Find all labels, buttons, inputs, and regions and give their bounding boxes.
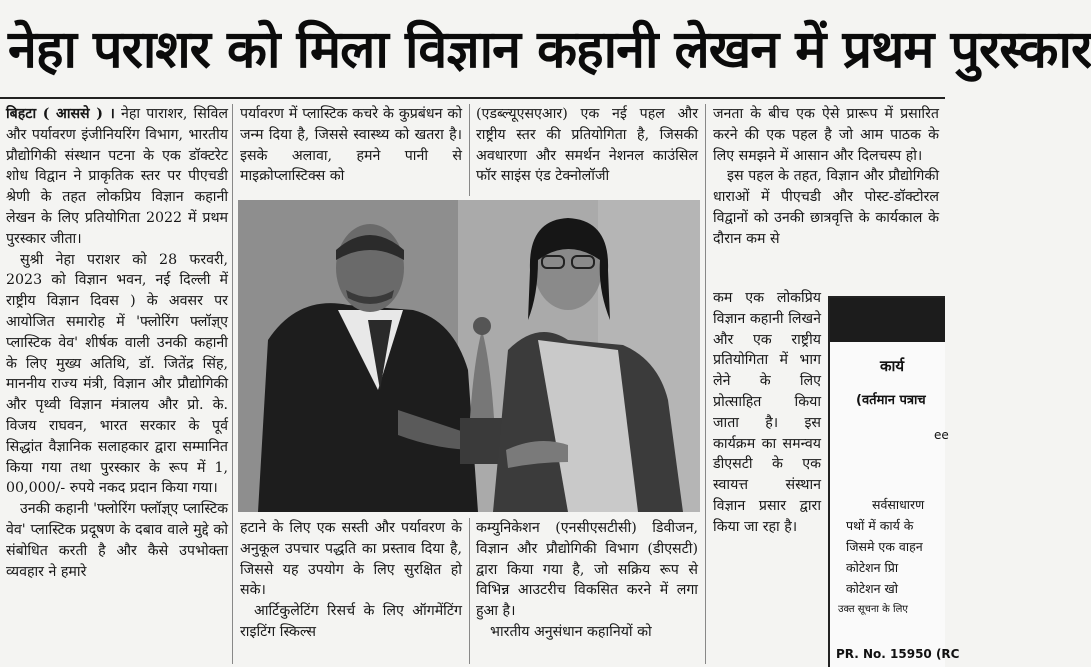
article-column-4-top: [713, 104, 939, 288]
column-divider: [232, 104, 233, 664]
ad-header-bar: [830, 298, 945, 342]
column-divider: [705, 104, 706, 664]
article-column-3-top: [476, 104, 698, 196]
article-paragraph: कम एक लोकप्रिय विज्ञान कहानी लिखने और एक राष्ट्रीय प्रतियोगिता में भाग लेने के लिए प्रोत्साहित किया जाता है। इस कार्यक्रम का समन्वय डीएसटी के एक स्वायत्त संस्थान विज्ञान प्रसार द्वारा किया जा रहा है।: [713, 290, 821, 535]
ad-note: उक्त सूचना के लिए: [838, 604, 908, 615]
article-paragraph: आर्टिकुलेटिंग रिसर्च के लिए ऑगमेंटिंग राइटिंग स्किल्स: [240, 603, 462, 640]
article-paragraph: हटाने के लिए एक सस्ती और पर्यावरण के अनुकूल उपचार पद्धति का प्रस्ताव दिया है, जिससे यह उपयोग के लिए सुरक्षित हो सके।: [240, 520, 462, 599]
dateline: बिहटा ( आससे ) ।: [6, 106, 115, 122]
headline: नेहा पराशर को मिला विज्ञान कहानी लेखन में प्रथम पुरस्कार: [8, 20, 1091, 80]
article-paragraph: उनकी कहानी 'फ्लोरिंग फ्लॉज्ञ्ए प्लास्टिक वेव' प्लास्टिक प्रदूषण के दबाव वाले मुद्दे को संबोधित करती है और कैसे उपभोक्ता व्यवहार ने हमारे: [6, 501, 228, 580]
article-paragraph: इस पहल के तहत, विज्ञान और प्रौद्योगिकी धाराओं में पीएचडी और पोस्ट-डॉक्टोरल विद्वानों को उनकी छात्रवृत्ति के कार्यकाल के दौरान कम से: [713, 168, 939, 247]
article-paragraph: बिहटा ( आससे ) । नेहा पाराशर, सिविल और पर्यावरण इंजीनियरिंग विभाग, भारतीय प्रौद्योगिकी संस्थान पटना के एक डॉक्टरेट शोध विद्वान ने प्राकृतिक स्तर पर पीएचडी श्रेणी के तहत लोकप्रिय विज्ञान कहानी लेखन के लिए प्रतियोगिता 2022 में प्रथम पुरस्कार जीता।: [6, 106, 228, 247]
article-paragraph: सुश्री नेहा पराशर को 28 फरवरी, 2023 को विज्ञान भवन, नई दिल्ली में राष्ट्रीय विज्ञान दिवस ) के अवसर पर आयोजित समारोह में 'फ्लोरिंग फ्लॉज्ञ्ए प्लास्टिक वेव' शीर्षक वाली उनकी कहानी के लिए मुख्य अतिथि, डॉ. जितेंद्र सिंह, माननीय राज्य मंत्री, विज्ञान और प्रौद्योगिकी और पृथ्वी विज्ञान मंत्रालय और प्रो. के. विजय राघवन, भारत सरकार के पूर्व सिद्धांत वैज्ञानिक सलाहकार द्वारा सम्मानित किया गया तथा पुरस्कार के रूप में 1, 00,000/- रुपये नकद प्रदान किया गया।: [6, 251, 228, 497]
article-paragraph: (एडब्ल्यूएसएआर) एक नई पहल और राष्ट्रीय स्तर की प्रतियोगिता है, जिसकी अवधारणा और समर्थन नेशनल काउंसिल फॉर साइंस एंड टेक्नोलॉजी: [476, 106, 698, 185]
ad-line: कोटेशन प्राि: [846, 560, 899, 575]
ad-line: कोटेशन खो: [846, 581, 899, 596]
ad-title: कार्य: [880, 357, 905, 375]
column-divider: [469, 104, 470, 196]
article-column-1: [6, 104, 228, 664]
article-paragraph: पर्यावरण में प्लास्टिक कचरे के कुप्रबंधन को जन्म दिया है, जिससे स्वास्थ्य को खतरा है। इसके अलावा, हमने पानी से माइक्रोप्लास्टिक्स को: [240, 106, 462, 185]
ad-code: ee: [934, 428, 949, 442]
article-paragraph: भारतीय अनुसंधान कहानियों को: [490, 623, 652, 640]
headline-rule: [0, 97, 945, 99]
ad-pr-number: PR. No. 15950 (RC: [836, 647, 960, 661]
ad-line: जिसमे एक वाहन: [846, 539, 923, 554]
article-column-2-bottom: [240, 518, 462, 664]
ad-line: सर्वसाधारण: [872, 497, 925, 512]
article-paragraph: कम्युनिकेशन (एनसीएसटीसी) डिवीजन, विज्ञान और प्रौद्योगिकी विभाग (डीएसटी) द्वारा किया गया है, जो सक्रिय रूप से विभिन्न आउटरीच विकसित करने में लगा हुआ है।: [476, 520, 698, 620]
ad-subtitle: (वर्तमान पत्राच: [856, 393, 926, 408]
article-column-4-narrow: [713, 288, 821, 664]
award-photo: [238, 200, 700, 512]
column-divider: [469, 518, 470, 664]
award-photo-illustration: [238, 200, 700, 512]
ad-body: [838, 494, 945, 620]
article-column-3-bottom: [476, 518, 698, 664]
advertisement: [828, 296, 960, 667]
article-column-2-top: [240, 104, 462, 196]
ad-line: पथों में कार्य के: [846, 518, 914, 533]
article-paragraph: जनता के बीच एक ऐसे प्रारूप में प्रसारित करने की एक पहल है जो आम पाठक के लिए समझने में आसान और दिलचस्प हो।: [713, 106, 939, 164]
